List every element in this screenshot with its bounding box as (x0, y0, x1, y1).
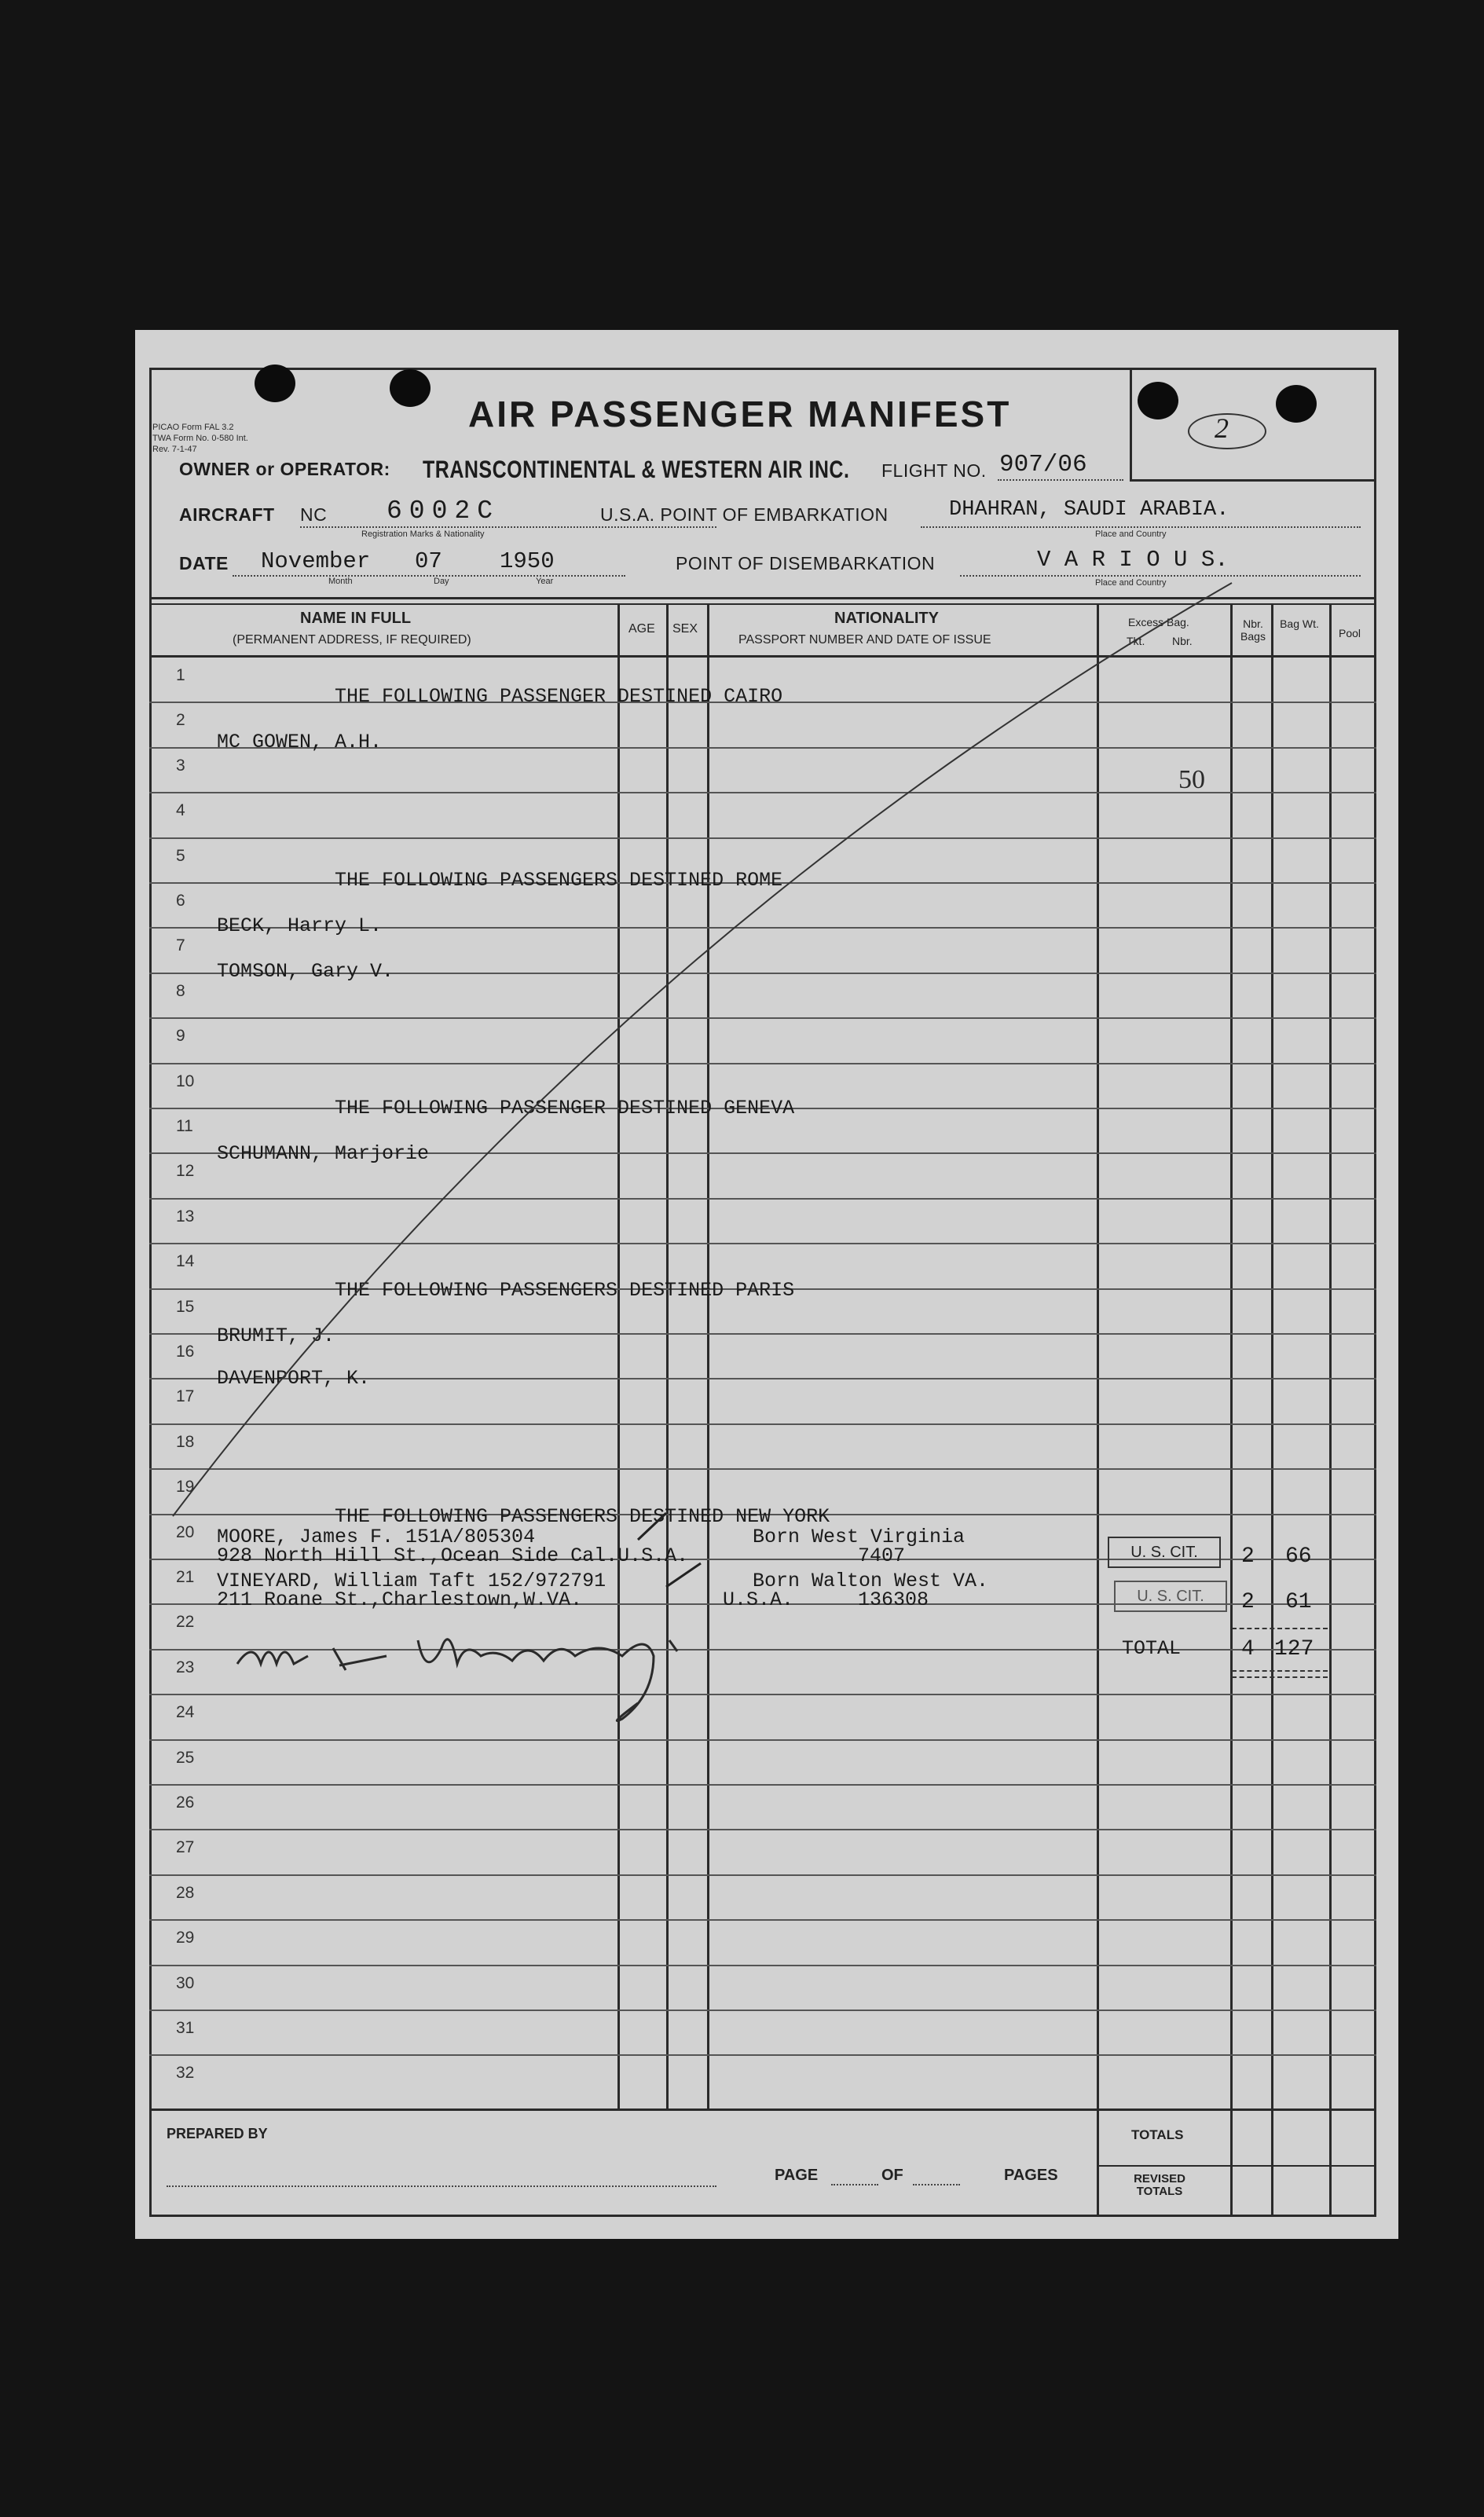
row-number: 17 (176, 1387, 195, 1406)
row-number: 32 (176, 2064, 195, 2083)
col-tkt-header: Tkt. (1127, 635, 1145, 647)
row-number: 15 (176, 1297, 195, 1316)
passenger-mcgowen: MC GOWEN, A.H. (217, 731, 383, 753)
embark-value: DHAHRAN, SAUDI ARABIA. (949, 498, 1229, 522)
passenger-beck: BECK, Harry L. (217, 914, 383, 937)
date-month: November (261, 548, 371, 574)
row-number: 28 (176, 1883, 195, 1902)
row-number: 26 (176, 1793, 195, 1812)
embark-caption: Place and Country (1095, 529, 1167, 539)
destination-header-cairo: THE FOLLOWING PASSENGER DESTINED CAIRO (335, 685, 783, 708)
aircraft-caption: Registration Marks & Nationality (361, 529, 485, 539)
moore-bag-weight: 66 (1285, 1544, 1312, 1569)
row-number: 5 (176, 846, 185, 865)
col-nbrbags-header: Nbr. Bags (1240, 617, 1266, 643)
passenger-davenport: DAVENPORT, K. (217, 1367, 371, 1390)
prepared-by-label: PREPARED BY (167, 2126, 268, 2141)
col-age-header: AGE (628, 622, 655, 636)
destination-header-rome: THE FOLLOWING PASSENGERS DESTINED ROME (335, 869, 783, 892)
destination-header-paris: THE FOLLOWING PASSENGERS DESTINED PARIS (335, 1279, 795, 1302)
void-diagonal-line (135, 330, 1398, 2239)
total-label: TOTAL (1122, 1637, 1182, 1660)
vineyard-bag-weight: 61 (1285, 1590, 1312, 1614)
disembark-caption: Place and Country (1095, 578, 1167, 588)
page-label: PAGE (775, 2167, 819, 2184)
manifest-title: AIR PASSENGER MANIFEST (468, 394, 1012, 434)
col-excess-header: Excess Bag. (1128, 616, 1189, 628)
passenger-moore-born: Born West Virginia (753, 1526, 966, 1548)
row-number: 1 (176, 666, 185, 684)
row-number: 30 (176, 1973, 195, 1992)
form-id-line: Rev. 7-1-47 (152, 445, 197, 454)
date-label: DATE (179, 553, 229, 573)
passenger-tomson: TOMSON, Gary V. (217, 960, 394, 983)
row-number: 16 (176, 1343, 195, 1361)
passenger-brumit: BRUMIT, J. (217, 1324, 335, 1347)
form-id-line: PICAO Form FAL 3.2 (152, 423, 234, 432)
row-number: 29 (176, 1929, 195, 1947)
col-name-header: NAME IN FULL (300, 610, 412, 627)
row-number: 11 (176, 1117, 193, 1135)
col-nationality-subheader: PASSPORT NUMBER AND DATE OF ISSUE (738, 633, 991, 647)
row-number: 12 (176, 1162, 195, 1181)
row-number: 23 (176, 1658, 195, 1676)
passenger-schumann: SCHUMANN, Marjorie (217, 1142, 430, 1165)
us-citizen-stamp: U. S. CIT. (1108, 1537, 1221, 1568)
row-number: 2 (176, 711, 185, 730)
col-bagwt-header: Bag Wt. (1280, 617, 1319, 630)
col-nationality-header: NATIONALITY (834, 610, 939, 627)
col-nbr-header: Nbr. (1172, 635, 1193, 647)
passenger-vineyard-address: 211 Roane St.,Charlestown,W.VA. (217, 1588, 583, 1611)
passenger-vineyard-passport: 136308 (858, 1588, 929, 1611)
destination-header-geneva: THE FOLLOWING PASSENGER DESTINED GENEVA (335, 1097, 795, 1119)
passenger-moore-name: MOORE, James F. 151A/805304 (217, 1526, 536, 1548)
row-number: 13 (176, 1207, 195, 1226)
row-number: 31 (176, 2019, 195, 2037)
passenger-vineyard-country: U.S.A. (723, 1588, 794, 1611)
date-caption-month: Month (328, 577, 353, 586)
passenger-vineyard-born: Born Walton West VA. (753, 1570, 989, 1592)
row-number: 14 (176, 1252, 195, 1271)
flight-value: 907/06 (999, 451, 1087, 478)
row-number: 6 (176, 892, 185, 910)
date-year: 1950 (500, 548, 555, 574)
col-sex-header: SEX (672, 622, 698, 636)
us-citizen-stamp: U. S. CIT. (1114, 1581, 1227, 1612)
vineyard-bag-count: 2 (1241, 1590, 1255, 1614)
destination-header-newyork: THE FOLLOWING PASSENGERS DESTINED NEW YORK (335, 1505, 830, 1528)
row-number: 3 (176, 756, 185, 775)
row-number: 8 (176, 981, 185, 1000)
row-number: 22 (176, 1613, 195, 1632)
moore-bag-count: 2 (1241, 1544, 1255, 1569)
pages-label: PAGES (1004, 2167, 1058, 2184)
of-label: OF (881, 2167, 903, 2184)
page-mark: 2 (1215, 412, 1229, 444)
aircraft-prefix: NC (300, 504, 328, 525)
passenger-moore-passport: 7407 (858, 1544, 906, 1567)
form-id-line: TWA Form No. 0-580 Int. (152, 434, 248, 443)
row-number: 7 (176, 936, 185, 955)
date-day: 07 (415, 548, 442, 574)
col-pool-header: Pool (1339, 627, 1361, 639)
embark-label: U.S.A. POINT OF EMBARKATION (600, 504, 889, 525)
total-bags: 4 (1241, 1637, 1255, 1662)
flight-label: FLIGHT NO. (881, 460, 987, 481)
owner-label: OWNER or OPERATOR: (179, 459, 390, 479)
date-caption-day: Day (434, 577, 449, 586)
handwritten-signature (229, 1609, 826, 1735)
aircraft-label: AIRCRAFT (179, 504, 275, 525)
row-number: 24 (176, 1703, 195, 1722)
aircraft-value: 6002C (387, 496, 500, 526)
row-number: 9 (176, 1027, 185, 1046)
disembark-value: V A R I O U S. (1037, 547, 1229, 573)
row-number: 20 (176, 1522, 195, 1541)
row-number: 27 (176, 1838, 195, 1857)
passenger-vineyard-name: VINEYARD, William Taft 152/972791 (217, 1570, 606, 1592)
totals-label: TOTALS (1131, 2127, 1184, 2142)
row-number: 18 (176, 1432, 195, 1451)
disembark-label: POINT OF DISEMBARKATION (676, 553, 936, 573)
excess-baggage-value: 50 (1178, 765, 1205, 794)
col-name-subheader: (PERMANENT ADDRESS, IF REQUIRED) (233, 633, 471, 647)
row-number: 21 (176, 1568, 195, 1586)
owner-value: TRANSCONTINENTAL & WESTERN AIR INC. (423, 456, 850, 484)
row-number: 10 (176, 1072, 195, 1090)
manifest-sheet (135, 330, 1398, 2239)
passenger-moore-address: 928 North Hill St.,Ocean Side Cal.U.S.A. (217, 1544, 689, 1567)
row-number: 19 (176, 1478, 195, 1497)
date-caption-year: Year (536, 577, 554, 586)
total-weight: 127 (1274, 1637, 1314, 1662)
revised-totals-label: REVISED TOTALS (1134, 2172, 1185, 2198)
row-number: 25 (176, 1748, 195, 1767)
row-number: 4 (176, 801, 185, 820)
